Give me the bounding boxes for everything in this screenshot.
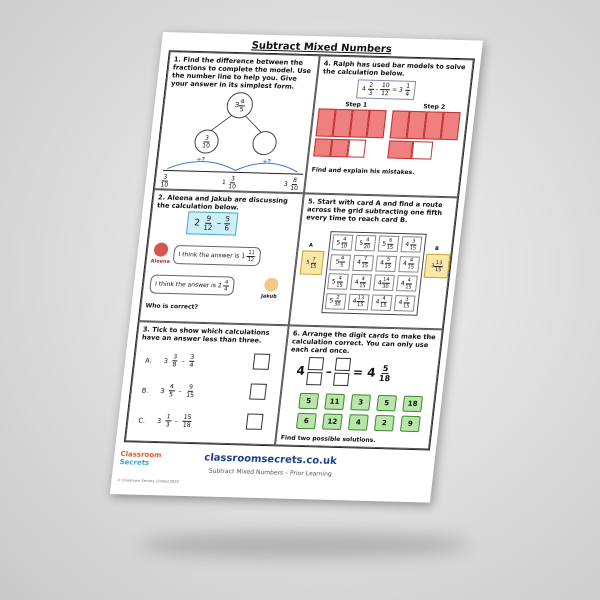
q2-n1: 9 bbox=[206, 214, 212, 223]
aleena-n: 11 bbox=[248, 249, 256, 257]
q3-item-frac1: $\frac{1}{3}$ bbox=[165, 413, 171, 429]
q2-text: 2. Aleena and Jakub are discussing the calculation below. bbox=[156, 193, 289, 212]
q3-tick-box[interactable] bbox=[246, 413, 264, 429]
q4-step1-bars bbox=[319, 108, 387, 110]
jakub-d: 4 bbox=[223, 286, 228, 293]
route-cell[interactable]: 4 $\frac{7}{15}$ bbox=[352, 254, 374, 271]
q3-item: B. 3 $\frac{4}{5}$ – $\frac{9}{15}$ bbox=[141, 383, 195, 399]
aleena-avatar bbox=[153, 242, 169, 256]
route-cell[interactable]: 5 $\frac{6}{15}$ bbox=[378, 235, 400, 252]
route-cell[interactable]: 4 $\frac{4}{15}$ bbox=[398, 256, 420, 273]
route-cell[interactable]: 5 $\frac{2}{30}$ bbox=[325, 293, 347, 310]
q6-equation bbox=[295, 357, 393, 388]
q4-bar-empty bbox=[411, 141, 433, 160]
worksheet-page bbox=[110, 32, 483, 503]
q1-top-d: 5 bbox=[239, 105, 244, 113]
q4-step2-bars bbox=[393, 110, 465, 112]
q4-step1: Step 1 bbox=[344, 101, 368, 109]
aleena-d: 12 bbox=[247, 256, 255, 264]
q1-nl-b bbox=[221, 175, 238, 190]
q4-n1: 2 bbox=[368, 81, 374, 89]
aleena-speech bbox=[172, 245, 261, 266]
q4-bar bbox=[387, 140, 413, 159]
q6-eq: = 4 bbox=[352, 365, 377, 380]
card-a-d: 15 bbox=[309, 263, 317, 270]
q4-bar bbox=[367, 110, 387, 138]
q4-bar-empty bbox=[347, 139, 366, 157]
q4-n2: 10 bbox=[381, 82, 390, 90]
card-b-n: 13 bbox=[435, 259, 443, 266]
footer-url[interactable]: classroomsecrets.co.uk bbox=[203, 452, 338, 468]
q1-left-n: 3 bbox=[204, 133, 210, 142]
q3-item-label: B. bbox=[141, 386, 149, 395]
q3-item-frac1: $\frac{4}{5}$ bbox=[168, 383, 175, 399]
question-3 bbox=[125, 321, 289, 445]
digit-card[interactable]: 18 bbox=[402, 396, 423, 413]
q1-left-d: 10 bbox=[201, 141, 211, 150]
q1-nl-c-n: 8 bbox=[292, 176, 298, 185]
question-4 bbox=[304, 55, 474, 197]
q2-calc bbox=[186, 211, 239, 235]
digit-card[interactable]: 4 bbox=[348, 414, 369, 431]
route-cell[interactable]: 4 $\frac{14}{30}$ bbox=[373, 274, 395, 291]
route-cell[interactable]: 4 $\frac{13}{15}$ bbox=[348, 293, 370, 310]
logo-top: Classroom bbox=[120, 450, 162, 460]
card-a-w: 5 bbox=[305, 259, 310, 266]
digit-card[interactable]: 5 bbox=[298, 393, 319, 410]
q3-item-frac1: $\frac{3}{8}$ bbox=[172, 353, 178, 369]
card-b-label: B bbox=[434, 245, 440, 253]
q1-nl-a bbox=[159, 173, 170, 188]
jakub-say: I think the answer is 2 bbox=[154, 280, 223, 290]
route-cell[interactable]: 4 $\frac{5}{15}$ bbox=[375, 255, 397, 272]
logo-bottom: Secrets bbox=[119, 458, 150, 467]
question-1 bbox=[154, 51, 320, 193]
q4-text: 4. Ralph has used bar models to solve the calculation below. bbox=[322, 59, 466, 78]
route-cell[interactable]: 4 $\frac{3}{15}$ bbox=[394, 295, 416, 312]
q1-model-lines bbox=[155, 52, 320, 193]
q1-left-frac bbox=[201, 134, 212, 149]
q6-text: 6. Arrange the digit cards to make the calculation correct. You can only use each card once. bbox=[290, 329, 437, 356]
q3-item-whole: 3 bbox=[163, 356, 169, 365]
q6-footer: Find two possible solutions. bbox=[280, 434, 376, 444]
worksheet-title: Subtract Mixed Numbers bbox=[250, 40, 393, 56]
digit-card[interactable]: 11 bbox=[324, 394, 345, 411]
card-a-n: 7 bbox=[312, 256, 316, 263]
digit-card[interactable]: 3 bbox=[350, 394, 371, 411]
q1-nl-c-w: 3 bbox=[283, 180, 289, 188]
q1-hop1: +? bbox=[196, 156, 206, 164]
q1-nl-b-n: 3 bbox=[230, 175, 236, 183]
q3-item-label: A. bbox=[144, 356, 153, 365]
q4-d3: 4 bbox=[404, 90, 410, 98]
q2-w1: 2 bbox=[193, 218, 201, 229]
classroom-secrets-logo bbox=[118, 450, 177, 480]
card-a-label: A bbox=[308, 242, 314, 249]
sheet-shadow bbox=[140, 532, 470, 558]
q3-tick-box[interactable] bbox=[253, 353, 271, 369]
aleena-say: I think the answer is 1 bbox=[178, 251, 246, 260]
jakub-label: Jakub bbox=[260, 293, 278, 300]
q4-d1: 3 bbox=[367, 89, 373, 97]
q4-calc: 4 $\frac{2}{3}$ – $\frac{10}{12}$ = 3 $\frac{1}{4}$ bbox=[356, 79, 417, 100]
q1-nl-c bbox=[283, 177, 300, 192]
route-cell[interactable]: 4 $\frac{4}{15}$ bbox=[396, 275, 418, 292]
card-b-w: 3 bbox=[430, 262, 435, 270]
digit-card[interactable]: 9 bbox=[400, 416, 421, 433]
q3-item-whole: 3 bbox=[156, 416, 162, 425]
jakub-avatar bbox=[264, 278, 280, 292]
q4-footer: Find and explain his mistakes. bbox=[311, 166, 415, 177]
q3-item: A. 3 $\frac{3}{8}$ – $\frac{3}{4}$ bbox=[144, 353, 195, 369]
q3-item-label: C. bbox=[137, 416, 146, 425]
q1-nl-a-d: 10 bbox=[160, 181, 169, 189]
q1-top-frac bbox=[238, 98, 246, 113]
route-cell[interactable]: 5 $\frac{4}{10}$ bbox=[332, 234, 354, 251]
q2-op: – bbox=[215, 219, 222, 230]
q4-w1: 4 bbox=[361, 85, 367, 93]
aleena-label: Aleena bbox=[150, 258, 171, 265]
digit-card[interactable]: 5 bbox=[376, 395, 397, 412]
question-2 bbox=[139, 189, 304, 325]
question-6 bbox=[275, 325, 443, 449]
q2-d2: 6 bbox=[224, 224, 230, 233]
q1-nl-a-n: 3 bbox=[162, 173, 168, 181]
q1-nl-b-w: 1 bbox=[221, 179, 227, 187]
footer-subtitle: Subtract Mixed Numbers – Prior Learning bbox=[208, 467, 333, 478]
q4-d2: 12 bbox=[380, 90, 390, 98]
question-grid bbox=[124, 50, 475, 450]
q3-item-frac2: $\frac{3}{4}$ bbox=[189, 353, 195, 369]
q1-hop2: +? bbox=[262, 158, 272, 166]
q3-item: C. 3 $\frac{1}{3}$ – $\frac{15}{18}$ bbox=[137, 413, 192, 429]
route-cell[interactable]: 4 $\frac{4}{15}$ bbox=[350, 274, 372, 291]
q5-text: 5. Start with card A and find a route across the grid subtracting one fifth every time to reach card B. bbox=[305, 197, 444, 225]
route-cell[interactable]: 4 $\frac{4}{15}$ bbox=[371, 294, 393, 311]
q1-nl-c-d: 10 bbox=[289, 184, 299, 193]
q3-text: 3. Tick to show which calculations have an answer less than three. bbox=[141, 325, 270, 345]
q6-ans-d: 18 bbox=[378, 373, 391, 383]
q3-item-frac2: $\frac{9}{15}$ bbox=[185, 383, 195, 399]
q2-question: Who is correct? bbox=[145, 302, 199, 311]
q6-frac1[interactable] bbox=[306, 357, 324, 385]
jakub-speech bbox=[149, 274, 235, 295]
card-a bbox=[300, 250, 325, 275]
jakub-n: 4 bbox=[224, 279, 229, 286]
q1-top-whole: 3 bbox=[234, 101, 240, 110]
route-cell[interactable]: 5 $\frac{4}{15}$ bbox=[327, 273, 349, 290]
route-grid bbox=[321, 231, 426, 316]
footer-copyright: © Classroom Secrets Limited 2020 bbox=[117, 478, 179, 484]
q4-w3: 3 bbox=[398, 86, 404, 94]
card-b-d: 15 bbox=[434, 266, 442, 273]
q2-d1: 12 bbox=[202, 223, 213, 232]
q6-op: – bbox=[325, 364, 333, 379]
q3-item-whole: 3 bbox=[159, 386, 166, 395]
route-cell[interactable]: 5 $\frac{4}{5}$ bbox=[329, 254, 351, 271]
digit-card[interactable]: 12 bbox=[322, 414, 343, 431]
q2-n2: 5 bbox=[225, 215, 231, 224]
card-b bbox=[424, 254, 451, 279]
q6-ans-n: 5 bbox=[382, 363, 389, 373]
q6-lead: 4 bbox=[295, 363, 306, 378]
q3-item-frac2: $\frac{15}{18}$ bbox=[182, 413, 192, 429]
question-5 bbox=[289, 193, 458, 329]
q1-nl-b-d: 10 bbox=[227, 183, 237, 191]
q1-top-n: 4 bbox=[240, 97, 245, 105]
q4-step2: Step 2 bbox=[422, 103, 446, 111]
digit-card[interactable]: 6 bbox=[296, 413, 317, 430]
route-cell[interactable]: 5 $\frac{4}{20}$ bbox=[355, 235, 377, 252]
q3-tick-box[interactable] bbox=[249, 383, 267, 399]
digit-card[interactable]: 2 bbox=[374, 415, 395, 432]
q1-text: 1. Find the difference between the fractions to complete the model. Use the number line to help you. Give your answer in its simplest form. bbox=[170, 55, 312, 91]
q4-n3: 1 bbox=[405, 82, 411, 90]
q6-frac2[interactable] bbox=[333, 358, 351, 386]
route-cell[interactable]: 4 $\frac{3}{15}$ bbox=[401, 236, 423, 253]
q4-bar-crossed bbox=[441, 112, 461, 140]
